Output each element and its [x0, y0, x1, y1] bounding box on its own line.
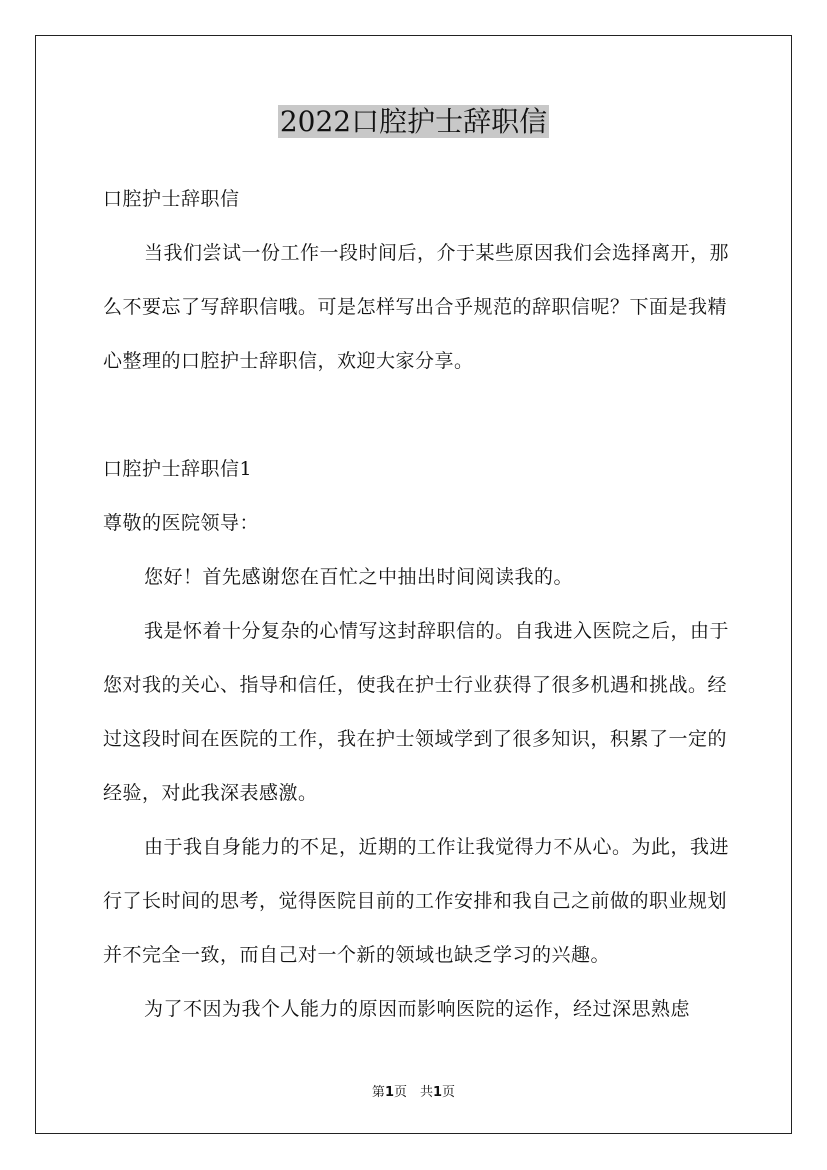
- document-title-text: 2022口腔护士辞职信: [279, 105, 548, 138]
- footer-suffix: 页: [442, 1085, 456, 1100]
- body-paragraph: 您好！首先感谢您在百忙之中抽出时间阅读我的。: [144, 566, 574, 588]
- footer-prefix: 第: [371, 1085, 385, 1100]
- page-footer: [0, 1084, 827, 1102]
- letter-title: 口腔护士辞职信1: [103, 458, 253, 480]
- footer-page-current: 1: [384, 1085, 394, 1100]
- body-paragraph: 由于我自身能力的不足，近期的工作让我觉得力不从心。为此，我进行了长时间的思考，觉得医院目前的工作安排和我自己之前做的职业规划并不完全一致，而自己对一个新的领域也缺乏学习的兴趣。: [103, 836, 730, 966]
- body-paragraph: 我是怀着十分复杂的心情写这封辞职信的。自我进入医院之后，由于您对我的关心、指导和信任，使我在护士行业获得了很多机遇和挑战。经过这段时间在医院的工作，我在护士领域学到了很多知识，积累了一定的经验，对此我深表感激。: [103, 620, 730, 804]
- footer-page-total: 1: [433, 1085, 443, 1100]
- footer-mid: 页 共: [393, 1085, 433, 1100]
- intro-paragraph: 当我们尝试一份工作一段时间后，介于某些原因我们会选择离开，那么不要忘了写辞职信哦。可是怎样写出合乎规范的辞职信呢？下面是我精心整理的口腔护士辞职信，欢迎大家分享。: [103, 242, 730, 372]
- body-paragraph: 为了不因为我个人能力的原因而影响医院的运作，经过深思熟虑: [144, 998, 691, 1020]
- salutation: 尊敬的医院领导：: [103, 512, 260, 534]
- document-title: [0, 100, 827, 144]
- document-body: [103, 172, 743, 1036]
- heading: 口腔护士辞职信: [103, 188, 240, 210]
- spacer: [103, 388, 743, 442]
